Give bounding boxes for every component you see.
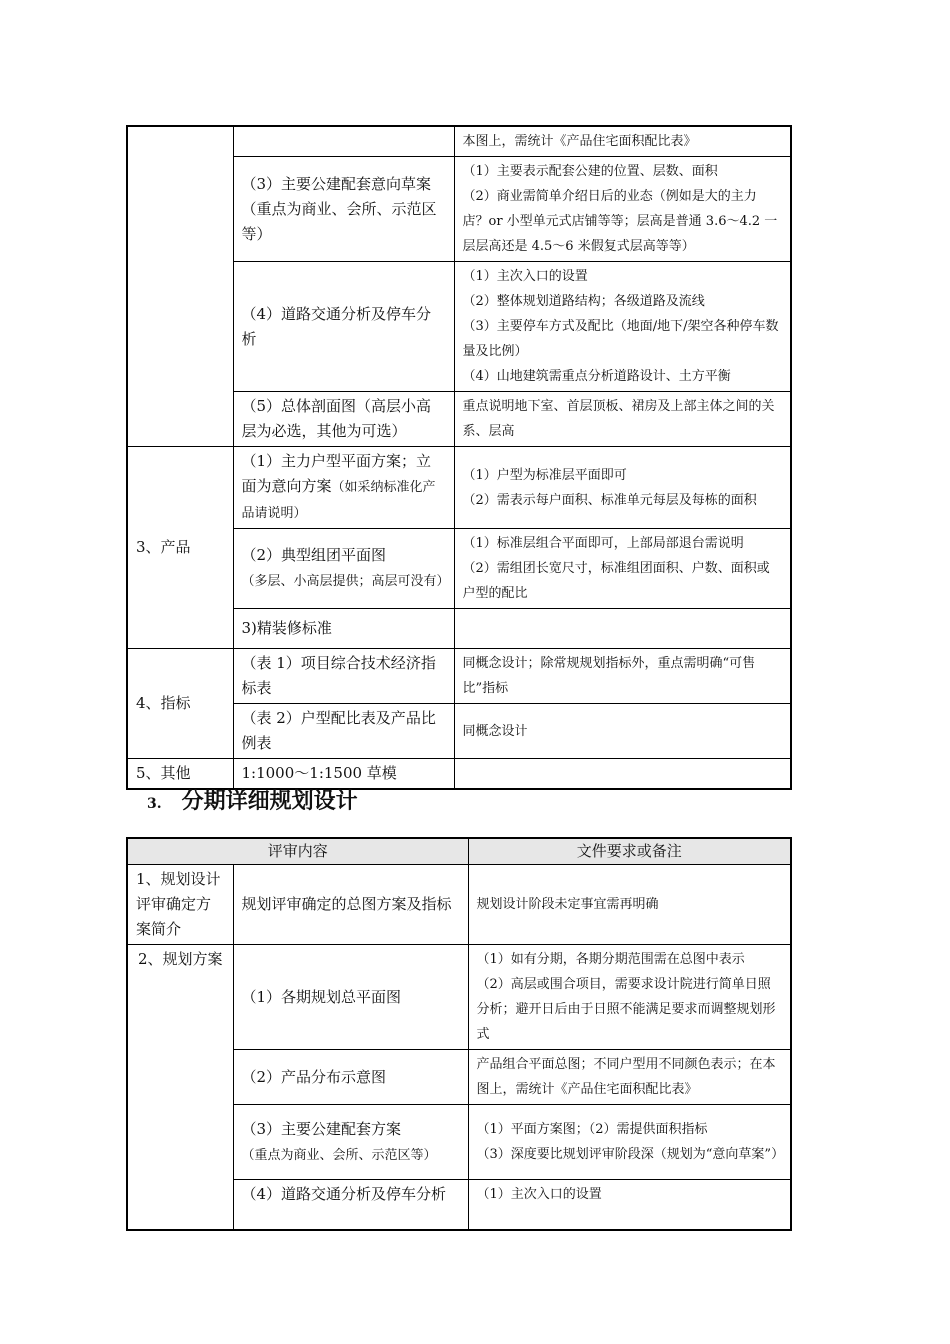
item-subtitle: （重点为商业、会所、示范区等） (241, 1147, 437, 1163)
category-cell: 1、规划设计评审确定方案简介 (127, 865, 233, 945)
table-header-row (127, 838, 791, 865)
note-line: （2）商业需简单介绍日后的业态（例如是大的主力店？or 小型单元式店铺等等；层高是普通 3.6～4.2 一层层高还是 4.5～6 米假复式层高等等） (462, 189, 778, 254)
header-requirements: 文件要求或备注 (468, 838, 791, 865)
item-cell (233, 529, 454, 609)
note-cell: 本图上，需统计《产品住宅面积配比表》 (454, 126, 791, 157)
note-cell (468, 1105, 791, 1180)
note-cell: 规划设计阶段未定事宜需再明确 (468, 865, 791, 945)
item-title: （3）主要公建配套方案 (241, 1119, 402, 1138)
note-cell (454, 262, 791, 392)
note-cell: 同概念设计；除常规规划指标外，重点需明确“可售比”指标 (454, 649, 791, 704)
note-cell (454, 447, 791, 529)
table-row (127, 649, 791, 704)
item-cell: （表 1）项目综合技术经济指标表 (233, 649, 454, 704)
section-number: 3. (147, 796, 162, 812)
note-cell: 重点说明地下室、首层顶板、裙房及上部主体之间的关系、层高 (454, 392, 791, 447)
table-row (127, 865, 791, 945)
note-line: （2）整体规划道路结构；各级道路及流线 (462, 294, 705, 309)
phased-planning-table (126, 837, 792, 1231)
item-cell: 1:1000～1:1500 草模 (233, 759, 454, 790)
item-cell: 3)精装修标准 (233, 609, 454, 649)
item-cell (233, 157, 454, 262)
item-subtitle: （如采纳标准化产品请说明） (241, 480, 436, 521)
note-cell (454, 609, 791, 649)
note-cell: 产品组合平面总图；不同户型用不同颜色表示；在本图上，需统计《产品住宅面积配比表》 (468, 1050, 791, 1105)
item-subtitle: （重点为商业、会所、示范区等） (241, 199, 437, 243)
item-cell: （表 2）户型配比表及产品比例表 (233, 704, 454, 759)
note-cell (454, 759, 791, 790)
category-cell (127, 126, 233, 447)
note-line: （2）高层或围合项目，需要求设计院进行简单日照分析；避开日后由于日照不能满足要求而调整规划形式 (476, 977, 776, 1042)
note-line: （3）深度要比规划评审阶段深（规划为“意向草案”） (476, 1147, 785, 1162)
note-line: （1）户型为标准层平面即可 (462, 467, 627, 483)
item-cell (233, 447, 454, 529)
item-cell: （5）总体剖面图（高层小高层为必选，其他为可选） (233, 392, 454, 447)
item-cell (233, 126, 454, 157)
item-title: （3）主要公建配套意向草案 (241, 174, 432, 193)
planning-requirements-table-continued (126, 125, 792, 790)
note-line: （1）如有分期，各期分期范围需在总图中表示 (476, 952, 745, 967)
note-cell: 同概念设计 (454, 704, 791, 759)
category-cell: 4、指标 (127, 649, 233, 759)
item-cell (233, 1105, 468, 1180)
item-cell: （2）产品分布示意图 (233, 1050, 468, 1105)
note-cell (454, 529, 791, 609)
table-row (127, 945, 791, 1050)
note-line: （1）标准层组合平面即可，上部局部退台需说明 (462, 536, 744, 551)
section-heading (147, 784, 358, 815)
item-cell: （4）道路交通分析及停车分析 (233, 262, 454, 392)
item-subtitle: （多层、小高层提供；高层可没有） (241, 574, 450, 589)
table-row (127, 126, 791, 157)
note-line: （1）主要表示配套公建的位置、层数、面积 (462, 164, 718, 179)
item-cell: 规划评审确定的总图方案及指标 (233, 865, 468, 945)
note-line: （2）需组团长宽尺寸，标准组团面积、户数、面积或户型的配比 (462, 561, 770, 601)
table-row (127, 447, 791, 529)
note-line: （4）山地建筑需重点分析道路设计、土方平衡 (462, 369, 731, 384)
item-cell: （1）各期规划总平面图 (233, 945, 468, 1050)
item-cell: （4）道路交通分析及停车分析 (233, 1180, 468, 1230)
category-cell: 2、规划方案 (127, 945, 233, 1230)
note-cell (468, 945, 791, 1050)
category-cell: 3、产品 (127, 447, 233, 649)
note-line: （3）主要停车方式及配比（地面/地下/架空各种停车数量及比例） (462, 319, 779, 359)
section-title: 分期详细规划设计 (181, 789, 358, 814)
category-cell: 5、其他 (127, 759, 233, 790)
note-line: （1）平面方案图；（2）需提供面积指标 (476, 1122, 708, 1137)
item-title: （1）主力户型平面方案；立面为意向方案 (241, 452, 432, 495)
note-line: （2）需表示每户面积、标准单元每层及每栋的面积 (462, 492, 757, 508)
note-line: （1）主次入口的设置 (462, 269, 588, 284)
item-title: （2）典型组团平面图 (241, 546, 387, 564)
header-content: 评审内容 (127, 838, 468, 865)
note-cell: （1）主次入口的设置 (468, 1180, 791, 1230)
note-cell (454, 157, 791, 262)
